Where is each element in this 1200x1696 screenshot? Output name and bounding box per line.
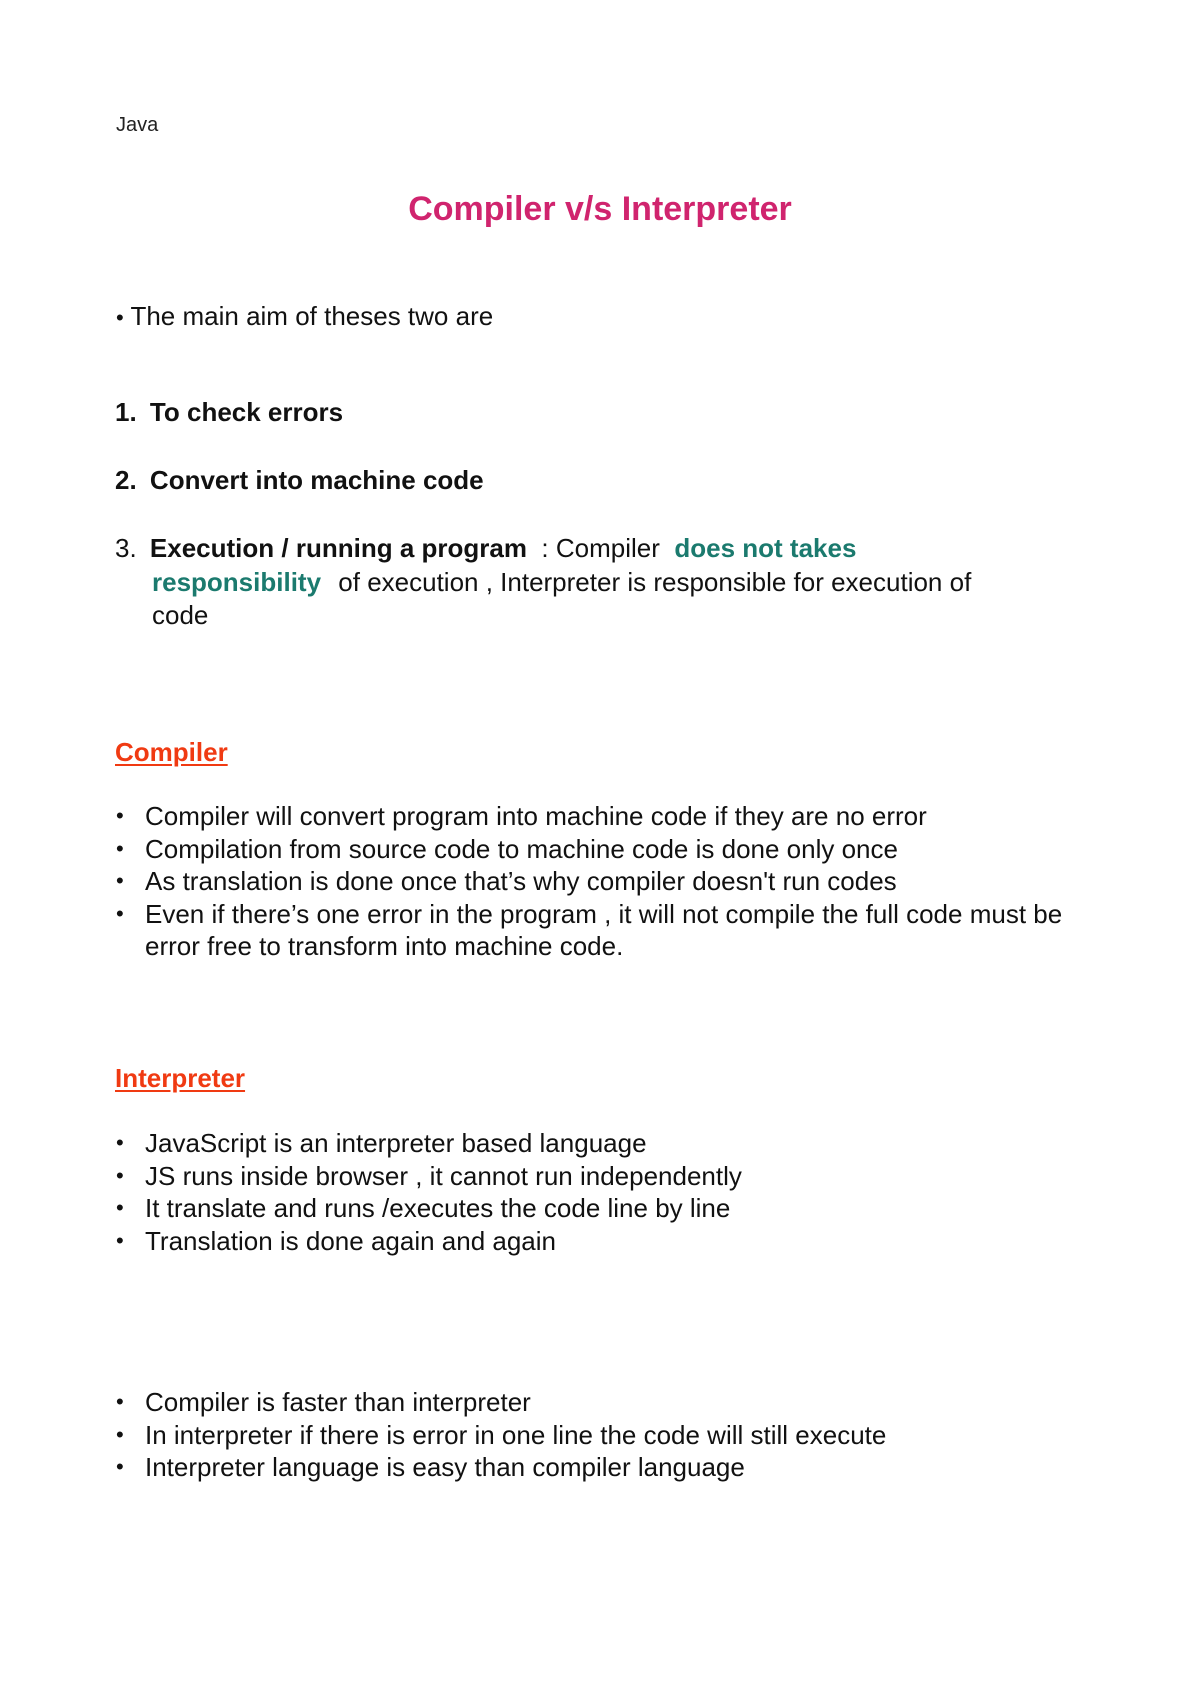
aim-3-separator: : Compiler: [534, 533, 668, 563]
aim-2-number: 2.: [115, 465, 137, 495]
list-item: • It translate and runs /executes the code line by line: [116, 1193, 731, 1223]
list-item: • As translation is done once that’s why compiler doesn't run codes: [116, 866, 897, 896]
aim-3-bold-text: Execution / running a program: [149, 533, 527, 563]
aim-3-highlight-2: responsibility: [152, 567, 322, 597]
comparison-list: [116, 1386, 1105, 1484]
bullet-dot: •: [116, 835, 124, 861]
page-title: Compiler v/s Interpreter: [408, 190, 792, 228]
aim-1: [115, 396, 343, 429]
interpreter-heading: Interpreter: [115, 1063, 246, 1093]
aim-1-text: To check errors: [149, 397, 344, 427]
interpreter-list: [116, 1127, 1105, 1257]
list-item: • Interpreter language is easy than compiler language: [116, 1452, 745, 1482]
bullet-dot: •: [116, 803, 124, 828]
list-item: • Compiler will convert program into machine code if they are no error: [116, 801, 927, 831]
aim-2: [115, 464, 484, 497]
aim-3-number: 3.: [115, 533, 137, 563]
aim-2-text: Convert into machine code: [149, 465, 484, 495]
aim-3-continued: [152, 566, 971, 599]
compiler-heading: Compiler: [115, 737, 228, 767]
list-item: • Even if there’s one error in the program , it will not compile the full code must be error free to transform into machine code.: [116, 898, 1063, 961]
bullet-dot: •: [116, 1227, 124, 1253]
header-label: Java: [116, 114, 159, 136]
aim-3: [115, 532, 856, 565]
bullet-dot: •: [116, 1454, 124, 1479]
list-item: • JS runs inside browser , it cannot run independently: [116, 1160, 742, 1191]
bullet-dot: •: [116, 1389, 124, 1414]
aim-3-end: [152, 599, 208, 632]
bullet-dot: •: [116, 868, 124, 893]
bullet-dot: •: [116, 1162, 124, 1188]
aim-3-end-text: code: [152, 600, 209, 630]
aim-1-number: 1.: [115, 397, 137, 427]
list-item: • Translation is done again and again: [116, 1225, 556, 1256]
aim-3-rest: of execution , Interpreter is responsible for execution of: [338, 567, 972, 597]
list-item: • Compilation from source code to machine code is done only once: [116, 833, 898, 864]
list-item: • In interpreter if there is error in one line the code will still execute: [116, 1419, 887, 1450]
bullet-dot: •: [116, 1195, 124, 1220]
aim-3-highlight-1: does not takes: [674, 533, 857, 563]
list-item: • Compiler is faster than interpreter: [116, 1387, 531, 1417]
list-item: • JavaScript is an interpreter based language: [116, 1128, 647, 1158]
compiler-list: [116, 800, 1105, 963]
bullet-dot: •: [116, 1130, 124, 1155]
bullet-dot: •: [116, 900, 124, 926]
intro-line: [116, 300, 493, 334]
intro-text: The main aim of theses two are: [130, 301, 494, 331]
intro-bullet: •: [116, 305, 124, 330]
bullet-dot: •: [116, 1421, 124, 1447]
